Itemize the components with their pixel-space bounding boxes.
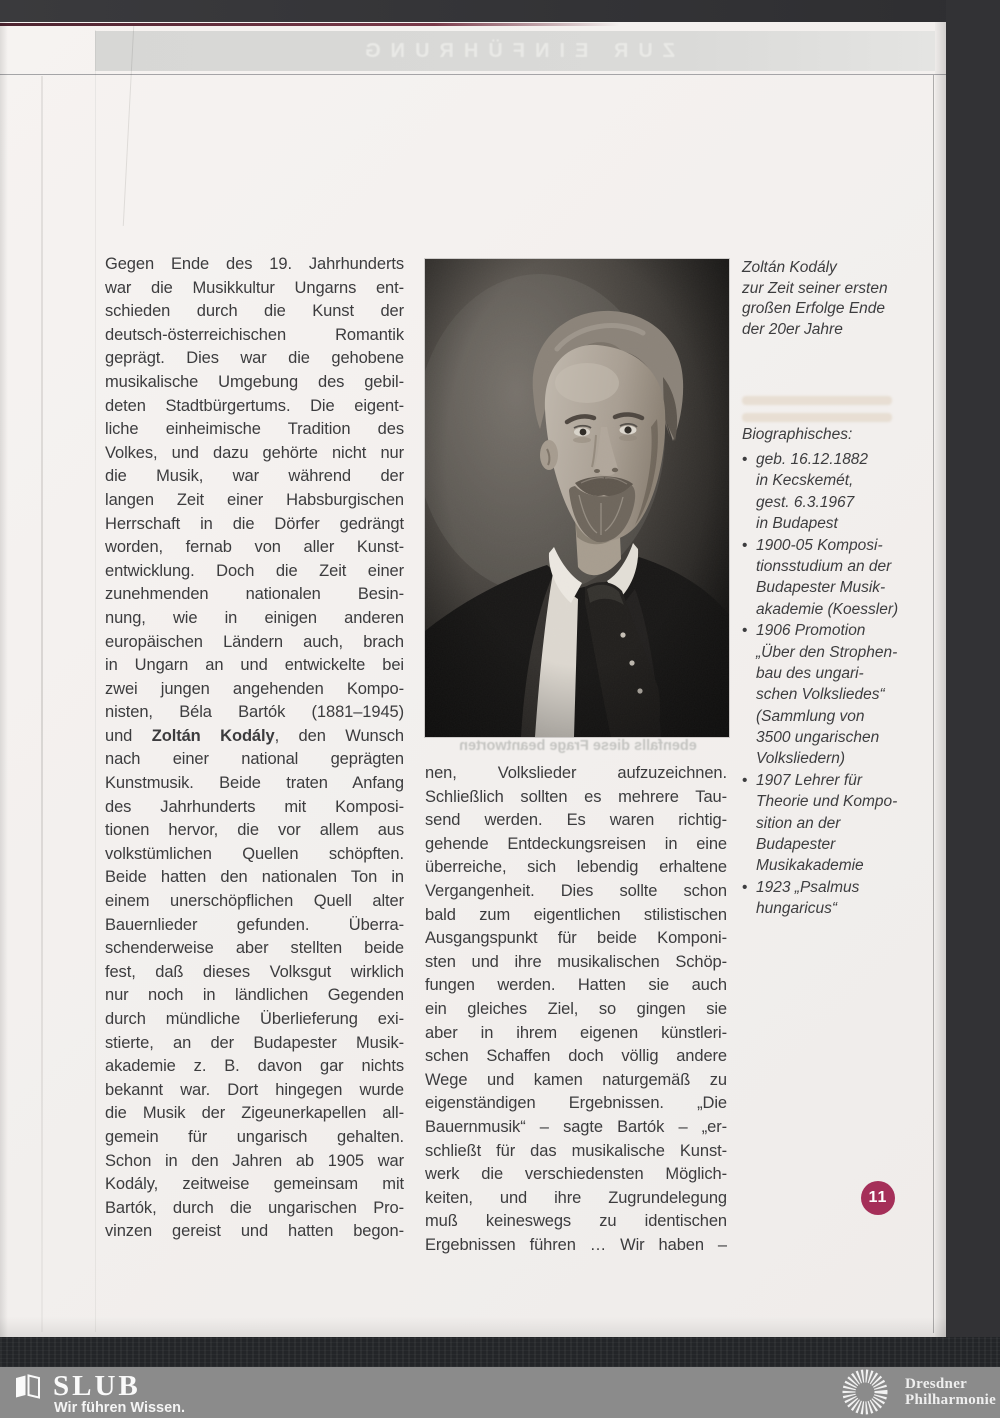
- bio-line: hungaricus“: [756, 900, 837, 918]
- text-line: sten und ihre musikalischen Schöp-: [425, 952, 727, 971]
- text-line: durch mündliche Überlieferung exi-: [105, 1010, 404, 1028]
- bleed-through-photo-caption: ebenfalls diese Frage beantworten: [459, 738, 697, 754]
- text-line: schließt für das musikalische Kunst-: [425, 1141, 727, 1160]
- text-line: schenderweise aber stellten beide: [105, 939, 404, 958]
- page: [0, 22, 946, 1337]
- text-line: bekannt war. Dort hingegen wurde: [105, 1080, 404, 1099]
- scanner-background-right: [946, 0, 1000, 1367]
- text-line: Bartók, durch die ungarischen Pro-: [105, 1198, 404, 1217]
- text-line: deten Stadtbürgertums. Die eigent-: [105, 396, 404, 415]
- footer-bar: [0, 1367, 1000, 1418]
- bio-line: Musikakademie: [756, 857, 864, 875]
- text-line: nach einer national geprägten: [105, 750, 404, 769]
- philharmonie-logo-text: [905, 1377, 996, 1408]
- text-line: vinzen gereist und hatten begon-: [105, 1222, 404, 1241]
- philharmonie-starburst-icon: [840, 1368, 890, 1418]
- text-line: nen, Volkslieder aufzuzeichnen.: [425, 764, 727, 782]
- bleed-through-header-band: [95, 31, 935, 71]
- text-line: in Ungarn an und entwickelte bei: [105, 656, 404, 675]
- text-line: Kodály, zeitweise gemeinsam mit: [105, 1175, 404, 1194]
- text-line: deutsch-österreichischen Romantik: [105, 325, 404, 344]
- text-line: Beide hatten den nationalen Ton in: [105, 868, 404, 887]
- text-line: muß keineswegs zu identischen: [425, 1212, 727, 1231]
- scanner-background-top: [0, 0, 1000, 22]
- underpage-edge-line: [0, 23, 620, 26]
- text-line: Gegen Ende des 19. Jahrhunderts: [105, 255, 404, 273]
- text-line: überreiche, sich lebendig erhaltene: [425, 858, 727, 877]
- bio-heading: Biographisches:: [742, 426, 853, 443]
- text-line: schieden durch die Kunst der: [105, 302, 404, 321]
- bullet-icon: •: [742, 878, 748, 896]
- bio-line: Theorie und Kompo-: [756, 793, 898, 811]
- sidebar: [742, 258, 912, 918]
- text-line: werk die verschiedensten Möglich-: [425, 1165, 727, 1184]
- text-line: die Musik der Zigeunerkapellen all-: [105, 1104, 404, 1123]
- page-edge-shadow-right: [935, 22, 946, 1337]
- text-line: Schon in den Jahren ab 1905 war: [105, 1151, 404, 1170]
- portrait-illustration: [425, 259, 729, 737]
- bio-line: 1906 Promotion: [756, 622, 866, 640]
- text-line: bald zum eigentlichen stilistischen: [425, 905, 727, 924]
- page-crease: [95, 30, 96, 1332]
- text-line: send werden. Es waren richtig-: [425, 811, 727, 830]
- bio-line: gest. 6.3.1967: [756, 493, 855, 511]
- text-line: gemein für ungarisch gehalten.: [105, 1127, 404, 1146]
- bullet-icon: •: [742, 451, 748, 468]
- text-line: zwei jungen angehenden Kompo-: [105, 679, 404, 698]
- bio-line: tionsstudium an der: [756, 557, 892, 575]
- text-line: akademie z. B. davon gar nichts: [105, 1057, 404, 1076]
- bullet-icon: •: [742, 771, 748, 789]
- bio-item: [742, 620, 912, 770]
- page-bottom-shadow: [0, 1317, 946, 1337]
- photo-caption: [742, 258, 912, 340]
- bullet-icon: •: [742, 536, 748, 554]
- text-line: nung, wie in einigen anderen: [105, 608, 404, 627]
- article-column-middle: [425, 762, 727, 1257]
- text-line: großen Erfolge Ende: [742, 300, 886, 318]
- text-line: musikalische Umgebung des gebil-: [105, 372, 404, 391]
- text-line: Schließlich sollten es mehrere Tau-: [425, 787, 727, 806]
- text-line: Ergebnissen führen … Wir haben –: [425, 1235, 727, 1254]
- text-line: worden, fernab von aller Kunst-: [105, 538, 404, 557]
- text-line: langen Zeit einer Habsburgischen: [105, 490, 404, 509]
- bio-list: [742, 449, 912, 920]
- text-line: keiten, und ihre Zugrundelegung: [425, 1188, 727, 1207]
- bio-line: in Budapest: [756, 515, 838, 533]
- slub-book-icon: [14, 1374, 41, 1399]
- bio-line: geb. 16.12.1882: [756, 451, 869, 468]
- slub-tagline: Wir führen Wissen.: [54, 1400, 186, 1416]
- text-line: einem unerschöpflichen Quell alter: [105, 892, 404, 911]
- page-fold-line: [0, 74, 946, 75]
- text-line: fungen werden. Hatten sie auch: [425, 976, 727, 995]
- bullet-icon: •: [742, 622, 748, 640]
- text-line: tionen hervor, die vor allem aus: [105, 821, 404, 840]
- text-line: Bauernmusik“ – sagte Bartók – „er-: [425, 1117, 727, 1136]
- bio-line: Budapester: [756, 836, 836, 854]
- slub-logo-text: SLUB: [53, 1370, 141, 1402]
- text-line: des Jahrhunderts mit Komposi-: [105, 797, 404, 816]
- text-line: entwicklung. Doch die Zeit einer: [105, 561, 404, 580]
- text-line: eigenständigen Ergebnissen. „Die: [425, 1094, 727, 1113]
- bio-line: 1923 „Psalmus: [756, 878, 860, 896]
- text-line: geprägt. Dies war die gehobene: [105, 349, 404, 368]
- text-line: liche einheimische Tradition des: [105, 420, 404, 439]
- bio-item: [742, 770, 912, 877]
- text-line: war die Musikkultur Ungarns ent-: [105, 278, 404, 297]
- text-line: Ausgangspunkt für beide Komponi-: [425, 929, 727, 948]
- text-line: Herrschaft in die Dörfer gedrängt: [105, 514, 404, 533]
- text-line: schen Schaffen doch völlig andere: [425, 1047, 727, 1066]
- text-line: gehende Entdeckungsreisen in eine: [425, 834, 727, 853]
- text-line: europäischen Ländern auch, brach: [105, 632, 404, 651]
- text-line: nisten, Béla Bartók (1881–1945): [105, 703, 404, 722]
- bio-item: [742, 877, 912, 920]
- text-line: die Musik, war während der: [105, 467, 404, 486]
- philharmonie-line2: Philharmonie: [905, 1391, 997, 1408]
- philharmonie-line1: Dresdner: [905, 1376, 968, 1392]
- bleed-through-header-text: ZUR EINFÜHRUNG: [355, 39, 675, 62]
- bio-line: 1900-05 Komposi-: [756, 536, 883, 554]
- page-number-badge: 11: [861, 1181, 895, 1215]
- bio-line: in Kecskemét,: [756, 472, 854, 490]
- text-line: der 20er Jahre: [742, 320, 843, 338]
- text-line: Volkes, und dazu gehörte nicht nur: [105, 443, 404, 462]
- text-line: fest, daß dieses Volksgut wirklich: [105, 962, 404, 981]
- page-edge-shadow-left: [0, 22, 8, 1337]
- text-line: nur noch in ländlichen Gegenden: [105, 986, 404, 1005]
- page-crease: [41, 76, 43, 1332]
- bio-item: [742, 535, 912, 621]
- text-line: ein gleiches Ziel, so gingen sie: [425, 999, 727, 1018]
- bio-line: akademie (Koessler): [756, 600, 899, 618]
- bio-line: 1907 Lehrer für: [756, 771, 862, 789]
- text-line: Zoltán Kodály: [742, 259, 837, 276]
- text-line: aber in ihrem eigenen künstleri-: [425, 1023, 727, 1042]
- bio-line: Volksliedern): [756, 750, 846, 768]
- bio-line: (Sammlung von: [756, 707, 865, 725]
- text-line: Kunstmusik. Beide traten Anfang: [105, 774, 404, 793]
- scanner-background-bottom: [0, 1337, 1000, 1367]
- text-line: zur Zeit seiner ersten: [742, 279, 888, 297]
- bio-line: bau des ungari-: [756, 664, 864, 682]
- text-line: zunehmenden nationalen Besin-: [105, 585, 404, 604]
- text-line: volkstümlichen Quellen schöpften.: [105, 844, 404, 863]
- bio-line: „Über den Strophen-: [756, 643, 898, 661]
- bio-line: sition an der: [756, 814, 841, 832]
- text-line: Wege und kamen naturgemäß zu: [425, 1070, 727, 1089]
- bio-item: [742, 449, 912, 535]
- underpage-edge-vline: [933, 75, 934, 1333]
- text-line: stierte, an der Budapester Musik-: [105, 1033, 404, 1052]
- bio-line: schen Volksliedes“: [756, 686, 885, 704]
- text-line: und Zoltán Kodály, den Wunsch: [105, 726, 404, 745]
- bio-line: 3500 ungarischen: [756, 729, 880, 747]
- text-line: Vergangenheit. Dies sollte schon: [425, 881, 727, 900]
- text-line: Bauernlieder gefunden. Überra-: [105, 915, 404, 934]
- article-column-left: [105, 253, 404, 1244]
- bio-line: Budapester Musik-: [756, 579, 886, 597]
- kodaly-portrait-photo: [425, 259, 729, 737]
